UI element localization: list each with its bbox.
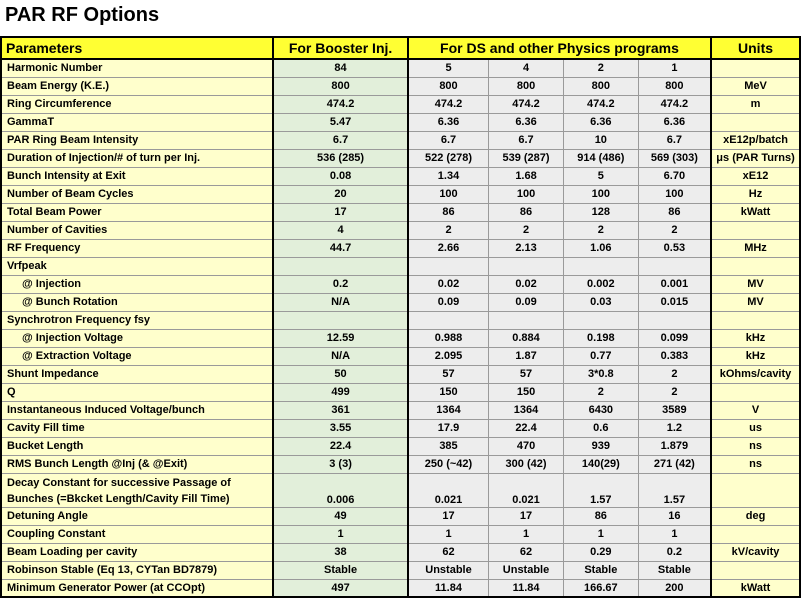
units-cell: MHz [711, 240, 800, 258]
ds-cell: 0.988 [408, 330, 489, 348]
ds-cell: 16 [638, 508, 711, 526]
ds-cell: 11.84 [408, 580, 489, 598]
ds-cell: 0.021 [489, 474, 564, 508]
ds-cell: 4 [489, 59, 564, 78]
ds-cell: 1.57 [563, 474, 638, 508]
table-row [1, 420, 800, 438]
ds-cell: 2 [408, 222, 489, 240]
ds-cell: 1 [563, 526, 638, 544]
booster-cell: Stable [273, 562, 408, 580]
table-row [1, 348, 800, 366]
ds-cell: 2.66 [408, 240, 489, 258]
units-cell [711, 114, 800, 132]
ds-cell: 62 [408, 544, 489, 562]
booster-cell: 0.006 [273, 474, 408, 508]
param-cell: Vrfpeak [1, 258, 273, 276]
ds-cell: 1364 [489, 402, 564, 420]
units-cell: kOhms/cavity [711, 366, 800, 384]
param-cell: Duration of Injection/# of turn per Inj. [1, 150, 273, 168]
ds-cell: 17 [489, 508, 564, 526]
ds-cell: 300 (42) [489, 456, 564, 474]
header-ds: For DS and other Physics programs [408, 37, 711, 59]
param-cell: RF Frequency [1, 240, 273, 258]
sheet-title: PAR RF Options [5, 4, 160, 26]
rf-options-table [0, 36, 801, 598]
units-cell: MeV [711, 78, 800, 96]
units-cell: ns [711, 438, 800, 456]
table-row [1, 384, 800, 402]
table-row [1, 240, 800, 258]
table-row [1, 59, 800, 78]
param-cell: PAR Ring Beam Intensity [1, 132, 273, 150]
ds-cell: 0.001 [638, 276, 711, 294]
param-cell: Bucket Length [1, 438, 273, 456]
units-cell: MV [711, 276, 800, 294]
ds-cell: 2 [638, 222, 711, 240]
ds-cell: 128 [563, 204, 638, 222]
table-row [1, 222, 800, 240]
booster-cell: 800 [273, 78, 408, 96]
booster-cell: 6.7 [273, 132, 408, 150]
param-cell: @ Bunch Rotation [1, 294, 273, 312]
booster-cell: 1 [273, 526, 408, 544]
param-cell: @ Injection [1, 276, 273, 294]
units-cell: kHz [711, 330, 800, 348]
table-row [1, 96, 800, 114]
ds-cell: 86 [489, 204, 564, 222]
ds-cell: 6.36 [563, 114, 638, 132]
ds-cell: 6.36 [489, 114, 564, 132]
units-cell: MV [711, 294, 800, 312]
ds-cell: 86 [638, 204, 711, 222]
booster-cell: 84 [273, 59, 408, 78]
ds-cell: Unstable [489, 562, 564, 580]
units-cell [711, 384, 800, 402]
units-cell [711, 59, 800, 78]
ds-cell: 22.4 [489, 420, 564, 438]
ds-cell: 939 [563, 438, 638, 456]
header-parameters: Parameters [1, 37, 273, 59]
ds-cell: 0.099 [638, 330, 711, 348]
param-cell: Decay Constant for successive Passage of Bunches (=Bkcket Length/Cavity Fill Time) [1, 474, 273, 508]
ds-cell: 0.884 [489, 330, 564, 348]
ds-cell: 1.68 [489, 168, 564, 186]
param-cell: Number of Cavities [1, 222, 273, 240]
booster-cell: 50 [273, 366, 408, 384]
table-row [1, 562, 800, 580]
ds-cell: 0.29 [563, 544, 638, 562]
units-cell: xE12p/batch [711, 132, 800, 150]
ds-cell: 140(29) [563, 456, 638, 474]
param-cell: Q [1, 384, 273, 402]
param-cell: Instantaneous Induced Voltage/bunch [1, 402, 273, 420]
ds-cell: 166.67 [563, 580, 638, 598]
ds-cell: 1.06 [563, 240, 638, 258]
units-cell: kWatt [711, 580, 800, 598]
units-cell [711, 312, 800, 330]
booster-cell: 3 (3) [273, 456, 408, 474]
header-units: Units [711, 37, 800, 59]
param-cell: Beam Loading per cavity [1, 544, 273, 562]
sheet-title-bar [0, 0, 801, 37]
ds-cell [489, 258, 564, 276]
ds-cell: Stable [563, 562, 638, 580]
ds-cell: 1 [638, 59, 711, 78]
table-row [1, 168, 800, 186]
ds-cell: 100 [563, 186, 638, 204]
ds-cell: 0.02 [489, 276, 564, 294]
ds-cell [638, 312, 711, 330]
table-row [1, 508, 800, 526]
table-row [1, 312, 800, 330]
booster-cell: 361 [273, 402, 408, 420]
ds-cell: 57 [408, 366, 489, 384]
booster-cell: 5.47 [273, 114, 408, 132]
table-row [1, 132, 800, 150]
booster-cell: 12.59 [273, 330, 408, 348]
ds-cell: 6.7 [638, 132, 711, 150]
ds-cell [408, 258, 489, 276]
ds-cell: 17 [408, 508, 489, 526]
ds-cell: 100 [408, 186, 489, 204]
booster-cell: 20 [273, 186, 408, 204]
ds-cell: 17.9 [408, 420, 489, 438]
table-row [1, 114, 800, 132]
ds-cell: 0.6 [563, 420, 638, 438]
ds-cell: 1 [489, 526, 564, 544]
units-cell: μs (PAR Turns) [711, 150, 800, 168]
ds-cell: 86 [408, 204, 489, 222]
ds-cell: Stable [638, 562, 711, 580]
ds-cell: 2 [563, 384, 638, 402]
table-row [1, 78, 800, 96]
ds-cell: 1 [638, 526, 711, 544]
ds-cell [563, 258, 638, 276]
ds-cell: 2.13 [489, 240, 564, 258]
table-row [1, 544, 800, 562]
booster-cell: N/A [273, 294, 408, 312]
ds-cell: 1.34 [408, 168, 489, 186]
ds-cell: 10 [563, 132, 638, 150]
ds-cell: 1 [408, 526, 489, 544]
units-cell: m [711, 96, 800, 114]
ds-cell: 2 [489, 222, 564, 240]
units-cell: deg [711, 508, 800, 526]
param-cell: Coupling Constant [1, 526, 273, 544]
ds-cell: 0.2 [638, 544, 711, 562]
ds-cell: 0.015 [638, 294, 711, 312]
units-cell: us [711, 420, 800, 438]
ds-cell: 100 [638, 186, 711, 204]
booster-cell [273, 312, 408, 330]
ds-cell: 5 [563, 168, 638, 186]
ds-cell: 57 [489, 366, 564, 384]
ds-cell: 0.198 [563, 330, 638, 348]
ds-cell: 1364 [408, 402, 489, 420]
units-cell [711, 258, 800, 276]
table-row [1, 474, 800, 508]
table-row [1, 204, 800, 222]
ds-cell: 0.09 [489, 294, 564, 312]
ds-cell: 474.2 [489, 96, 564, 114]
booster-cell [273, 258, 408, 276]
param-cell: Ring Circumference [1, 96, 273, 114]
ds-cell: 11.84 [489, 580, 564, 598]
ds-cell: 800 [638, 78, 711, 96]
ds-cell [408, 312, 489, 330]
ds-cell: 3589 [638, 402, 711, 420]
ds-cell: 2 [638, 384, 711, 402]
ds-cell: 800 [489, 78, 564, 96]
booster-cell: 17 [273, 204, 408, 222]
ds-cell: 6.36 [638, 114, 711, 132]
param-cell: @ Extraction Voltage [1, 348, 273, 366]
ds-cell: 150 [408, 384, 489, 402]
table-row [1, 580, 800, 598]
units-cell: kHz [711, 348, 800, 366]
ds-cell: 0.02 [408, 276, 489, 294]
header-row [1, 37, 800, 59]
ds-cell: 5 [408, 59, 489, 78]
units-cell: Hz [711, 186, 800, 204]
ds-cell: 0.021 [408, 474, 489, 508]
table-row [1, 258, 800, 276]
param-cell: Total Beam Power [1, 204, 273, 222]
table-row [1, 402, 800, 420]
ds-cell [489, 312, 564, 330]
ds-cell: 2.095 [408, 348, 489, 366]
param-cell: Synchrotron Frequency fsy [1, 312, 273, 330]
ds-cell: 86 [563, 508, 638, 526]
booster-cell: 49 [273, 508, 408, 526]
ds-cell: 800 [408, 78, 489, 96]
booster-cell: 22.4 [273, 438, 408, 456]
table-row [1, 366, 800, 384]
ds-cell [638, 258, 711, 276]
ds-cell: 6430 [563, 402, 638, 420]
units-cell [711, 222, 800, 240]
ds-cell: 522 (278) [408, 150, 489, 168]
ds-cell: 6.7 [408, 132, 489, 150]
ds-cell: 3*0.8 [563, 366, 638, 384]
ds-cell: 1.879 [638, 438, 711, 456]
booster-cell: 44.7 [273, 240, 408, 258]
param-cell: Robinson Stable (Eq 13, CYTan BD7879) [1, 562, 273, 580]
param-cell: Number of Beam Cycles [1, 186, 273, 204]
ds-cell: 470 [489, 438, 564, 456]
ds-cell: Unstable [408, 562, 489, 580]
booster-cell: 0.08 [273, 168, 408, 186]
param-cell: Cavity Fill time [1, 420, 273, 438]
param-cell: Beam Energy (K.E.) [1, 78, 273, 96]
ds-cell: 6.70 [638, 168, 711, 186]
ds-cell: 0.03 [563, 294, 638, 312]
table-row [1, 330, 800, 348]
header-booster: For Booster Inj. [273, 37, 408, 59]
ds-cell: 474.2 [563, 96, 638, 114]
booster-cell: 474.2 [273, 96, 408, 114]
ds-cell: 271 (42) [638, 456, 711, 474]
units-cell [711, 562, 800, 580]
ds-cell: 62 [489, 544, 564, 562]
units-cell: xE12 [711, 168, 800, 186]
booster-cell: 497 [273, 580, 408, 598]
booster-cell: N/A [273, 348, 408, 366]
ds-cell: 539 (287) [489, 150, 564, 168]
units-cell: V [711, 402, 800, 420]
ds-cell: 1.57 [638, 474, 711, 508]
ds-cell: 474.2 [408, 96, 489, 114]
booster-cell: 4 [273, 222, 408, 240]
table-row [1, 276, 800, 294]
ds-cell: 569 (303) [638, 150, 711, 168]
table-row [1, 150, 800, 168]
units-cell: kV/cavity [711, 544, 800, 562]
ds-cell: 0.77 [563, 348, 638, 366]
ds-cell: 474.2 [638, 96, 711, 114]
units-cell: kWatt [711, 204, 800, 222]
ds-cell: 1.2 [638, 420, 711, 438]
ds-cell [563, 312, 638, 330]
ds-cell: 914 (486) [563, 150, 638, 168]
table-row [1, 294, 800, 312]
ds-cell: 0.09 [408, 294, 489, 312]
table-row [1, 438, 800, 456]
booster-cell: 3.55 [273, 420, 408, 438]
booster-cell: 38 [273, 544, 408, 562]
units-cell [711, 526, 800, 544]
param-cell: @ Injection Voltage [1, 330, 273, 348]
booster-cell: 499 [273, 384, 408, 402]
param-cell: RMS Bunch Length @Inj (& @Exit) [1, 456, 273, 474]
ds-cell: 1.87 [489, 348, 564, 366]
ds-cell: 0.53 [638, 240, 711, 258]
ds-cell: 385 [408, 438, 489, 456]
ds-cell: 6.36 [408, 114, 489, 132]
ds-cell: 800 [563, 78, 638, 96]
table-row [1, 186, 800, 204]
ds-cell: 2 [638, 366, 711, 384]
ds-cell: 150 [489, 384, 564, 402]
ds-cell: 0.383 [638, 348, 711, 366]
param-cell: Minimum Generator Power (at CCOpt) [1, 580, 273, 598]
units-cell [711, 474, 800, 508]
param-cell: Shunt Impedance [1, 366, 273, 384]
param-cell: Detuning Angle [1, 508, 273, 526]
units-cell: ns [711, 456, 800, 474]
table-row [1, 526, 800, 544]
ds-cell: 200 [638, 580, 711, 598]
ds-cell: 2 [563, 59, 638, 78]
booster-cell: 0.2 [273, 276, 408, 294]
param-cell: GammaT [1, 114, 273, 132]
booster-cell: 536 (285) [273, 150, 408, 168]
table-row [1, 456, 800, 474]
ds-cell: 100 [489, 186, 564, 204]
param-cell: Bunch Intensity at Exit [1, 168, 273, 186]
param-cell: Harmonic Number [1, 59, 273, 78]
ds-cell: 0.002 [563, 276, 638, 294]
ds-cell: 6.7 [489, 132, 564, 150]
ds-cell: 250 (~42) [408, 456, 489, 474]
ds-cell: 2 [563, 222, 638, 240]
